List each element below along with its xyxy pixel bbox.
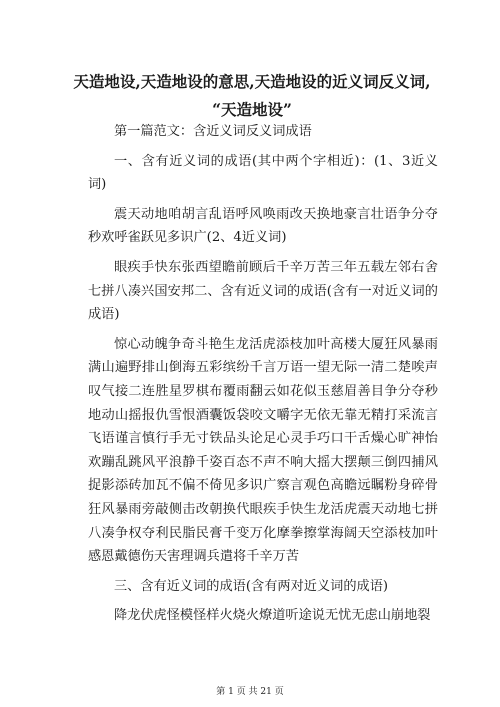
paragraph: 震天动地咱胡言乱语呼风唤雨改天换地豪言壮语争分夺秒欢呼雀跃见多识广(2、4近义词) — [88, 206, 438, 246]
paragraph: 降龙伏虎怪模怪样火烧火燎道听途说无忧无虑山崩地裂 — [114, 608, 431, 624]
document-body — [88, 120, 438, 634]
paragraph: 眼疾手快东张西望瞻前顾后千辛万苦三年五载左邻右舍七拼八凑兴国安邦二、含有近义词的成语(含有一对近义词的成语) — [88, 259, 438, 323]
page-footer: 第 1 页 共 21 页 — [216, 687, 284, 697]
paragraph: 三、含有近义词的成语(含有两对近义词的成语) — [114, 578, 389, 594]
document-title — [62, 68, 442, 124]
paragraph: 第一篇范文：含近义词反义词成语 — [114, 124, 312, 139]
title-line-1: 天造地设,天造地设的意思,天造地设的近义词反义词, — [73, 72, 431, 91]
paragraph: 一、含有近义词的成语(其中两个字相近)：(1、3近义词) — [88, 153, 438, 193]
paragraph: 惊心动魄争奇斗艳生龙活虎添枝加叶高楼大厦狂风暴雨满山遍野排山倒海五彩缤纷千言万语一望无际一清二楚唉声叹气接二连胜星罗棋布覆雨翻云如花似玉慈眉善目争分夺秒地动山摇报仇雪恨酒囊饭袋咬文嚼字无依无靠无精打采流言飞语谨言慎行手无寸铁品头论足心灵手巧口干舌燥心旷神怡欢蹦乱跳风平浪静千姿百态不声不响大摇大摆颠三倒四捕风捉影添砖加瓦不偏不倚见多识广察言观色高瞻远瞩粉身碎骨狂风暴雨旁敲侧击改朝换代眼疾手快生龙活虎震天动地七拼八凑争权夺利民脂民膏千变万化摩拳擦掌海阔天空添枝加叶感恩戴德伤天害理调兵遣将千辛万苦 — [88, 336, 438, 565]
title-line-2: “天造地设” — [212, 100, 292, 119]
